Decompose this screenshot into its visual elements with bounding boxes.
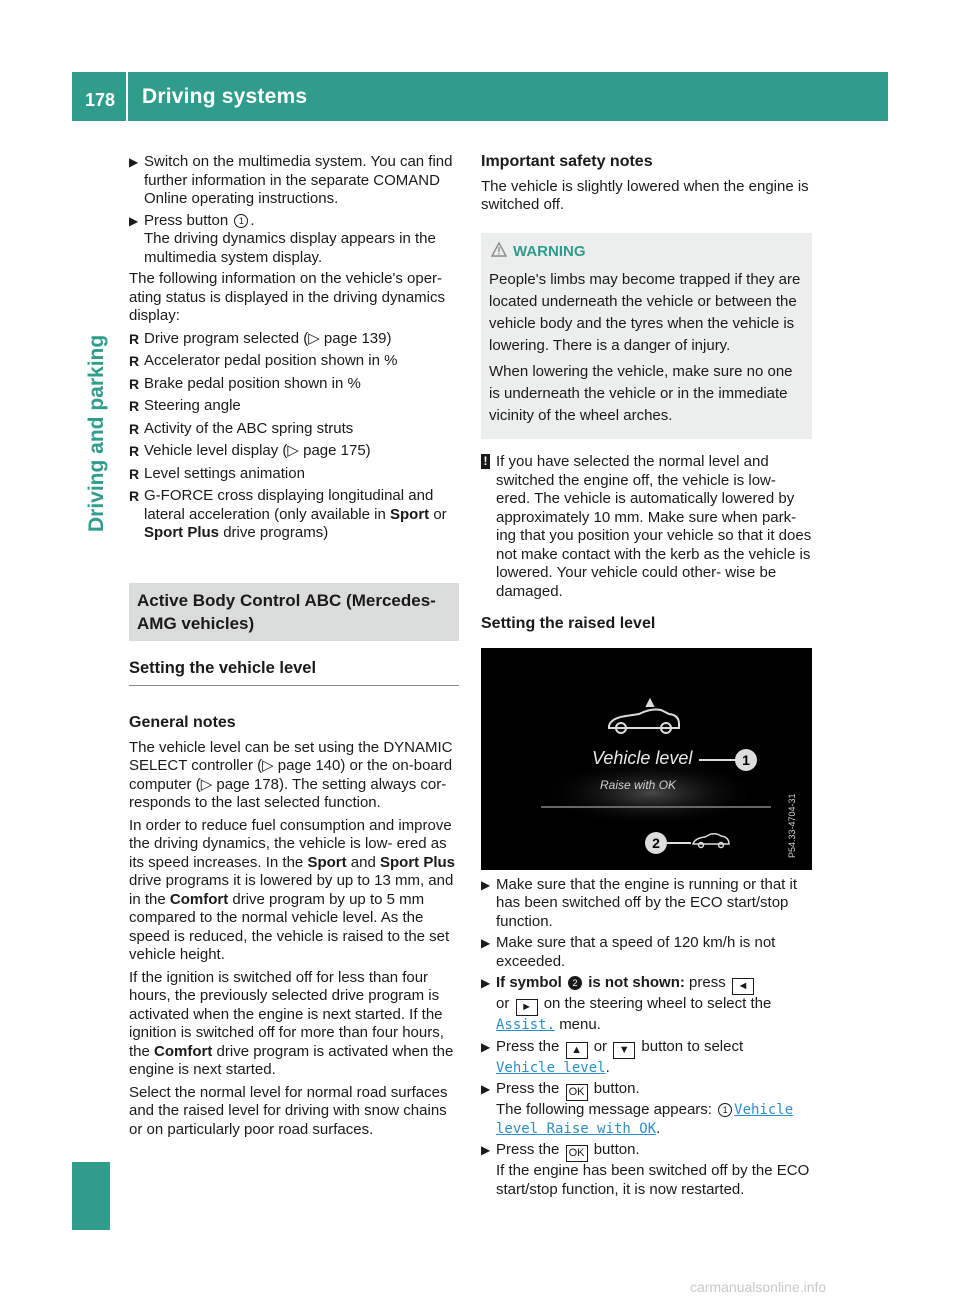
bullet-icon: R: [129, 375, 140, 392]
bullet-icon: R: [129, 465, 140, 482]
page-title: Driving systems: [142, 85, 308, 108]
general-notes-heading: General notes: [129, 714, 236, 731]
display-subtitle: Raise with OK: [600, 777, 677, 792]
list-item: R G-FORCE cross displaying longitudinal and lateral acceleration (only available in Sport or Sport Plus drive programs): [129, 487, 447, 541]
step-item: ▶ If symbol 2 is not shown: press ◄ or ► on the steering wheel to select the Assist. menu.: [481, 974, 772, 1033]
arrow-right-icon: ▶: [129, 155, 139, 169]
callout-1-label: 1: [742, 751, 750, 768]
arrow-right-icon: ▶: [481, 936, 491, 950]
warning-text: When lowering the vehicle, make sure no one is underneath the vehicle or in the immediate vicinity of the wheel arches.: [489, 363, 793, 424]
list-item: R Steering angle: [129, 397, 241, 414]
list-item: R Activity of the ABC spring struts: [129, 419, 354, 437]
side-chapter-label: [85, 334, 108, 552]
list-item: R Drive program selected (▷ page 139): [129, 329, 392, 347]
list-item: R Brake pedal position shown in %: [129, 374, 361, 392]
section-title: Active Body Control ABC (Mercedes-AMG vehicles): [129, 583, 459, 641]
ok-button-icon: OK: [566, 1145, 588, 1162]
list-item: R Level settings animation: [129, 464, 305, 482]
subsection-heading: Setting the vehicle level: [129, 659, 459, 687]
warning-box: [481, 233, 812, 440]
step-item: ▶ Make sure that the engine is running or that it has been switched off by the ECO start/stop function.: [481, 875, 798, 930]
callout-1-icon: 1: [718, 1103, 732, 1117]
up-button-icon: ▲: [566, 1042, 588, 1059]
paragraph: Select the normal level for normal road surfaces and the raised level for driving with snow chains or on particularly poor road surfaces.: [129, 1083, 448, 1138]
side-tab-marker: [72, 1162, 110, 1230]
bullet-icon: R: [129, 398, 140, 414]
step-item: ▶ Make sure that a speed of 120 km/h is not exceeded.: [481, 934, 776, 970]
step-item: ▶ Press the OK button. The following message appears: 1 Vehicle level Raise with OK.: [481, 1080, 794, 1137]
list-item: R Accelerator pedal position shown in %: [129, 352, 398, 369]
arrow-right-icon: ▶: [481, 1082, 491, 1096]
step-item: ▶ Press the OK button. If the engine has been switched off by the ECO start/stop function, it is now restarted.: [481, 1141, 810, 1198]
bullet-icon: R: [129, 330, 140, 347]
menu-name: Vehicle level: [496, 1059, 606, 1076]
right-column: [481, 153, 812, 1202]
bullet-icon: R: [129, 353, 140, 369]
step-item: ▶ Switch on the multimedia system. You can find further information in the separate COMAND Online operating instructions.: [129, 153, 453, 207]
side-chapter-text: Driving and parking: [85, 334, 108, 532]
watermark-footer: carmanualsonline.info: [690, 1279, 827, 1295]
left-column: [129, 153, 459, 1143]
callout-2-icon: 2: [568, 976, 582, 990]
down-button-icon: ▼: [613, 1042, 635, 1059]
callout-2-label: 2: [652, 834, 660, 851]
bullet-icon: R: [129, 488, 140, 504]
warning-text: People's limbs may become trapped if they are located underneath the vehicle or between the vehicle body and the tyres when the vehicle is lowering. There is a danger of injury.: [489, 271, 801, 354]
bullet-icon: R: [129, 443, 140, 459]
paragraph: The vehicle is slightly lowered when the engine is switched off.: [481, 177, 809, 213]
step-item: ▶ Press the ▲ or ▼ button to select Vehicle level.: [481, 1037, 744, 1076]
exclamation-icon: !: [481, 454, 490, 469]
arrow-right-icon: ▶: [481, 1039, 491, 1054]
vehicle-level-display-figure: [481, 648, 812, 870]
right-button-icon: ►: [516, 999, 538, 1016]
page-number: 178: [85, 90, 116, 110]
display-message: Vehicle level Raise with OK: [496, 1102, 794, 1137]
left-button-icon: ◄: [732, 978, 754, 995]
header-separator: [126, 72, 128, 121]
arrow-right-icon: ▶: [129, 213, 139, 228]
display-title: Vehicle level: [592, 747, 693, 768]
warning-triangle-icon: [491, 242, 507, 263]
menu-name: Assist.: [496, 1017, 556, 1033]
arrow-right-icon: ▶: [481, 1143, 491, 1157]
ok-button-icon: OK: [566, 1084, 588, 1101]
safety-heading: Important safety notes: [481, 153, 653, 170]
arrow-right-icon: ▶: [481, 877, 491, 892]
intro-text: The following information on the vehicle's oper- ating status is displayed in the driving dynamics display:: [129, 270, 445, 324]
paragraph: The vehicle level can be set using the DYNAMIC SELECT controller (▷ page 140) or the on-board computer (▷ page 178). The setting always cor- responds to the last selected function.: [129, 738, 453, 811]
list-item: R Vehicle level display (▷ page 175): [129, 442, 371, 459]
bullet-icon: R: [129, 420, 140, 437]
paragraph: If the ignition is switched off for less than four hours, the previously selected drive program is activated when the engine is next started. If the ignition is switched off for more than four hours, the Comfort drive program is activated when the engine is next started.: [129, 968, 454, 1078]
paragraph: In order to reduce fuel consumption and improve the driving dynamics, the vehicle is low- ered as its speed increases. In the Sport and Sport Plus drive programs it is lowered by up to 13 mm, and in the Comfort drive program by up to 5 mm compared to the normal vehicle level. As the speed is reduced, the vehicle is raised to the set vehicle height.: [129, 816, 455, 963]
warning-title: WARNING: [489, 243, 802, 262]
note-block: ! If you have selected the normal level and switched the engine off, the vehicle is low- ered. The vehicle is automatically lowered by approximately 10 mm. Make sure when park- ing that you position your vehicle so that it does not make contact with the kerb as the vehicle is lowered. Your vehicle could other- wise be damaged.: [481, 453, 812, 601]
callout-1-icon: 1: [234, 214, 248, 228]
figure-reference: P54.33-4704-31: [787, 792, 797, 858]
arrow-right-icon: ▶: [481, 976, 491, 990]
raised-level-heading: Setting the raised level: [481, 615, 656, 632]
step-item: ▶ Press button 1 . The driving dynamics display appears in the multimedia system display.: [129, 211, 436, 266]
